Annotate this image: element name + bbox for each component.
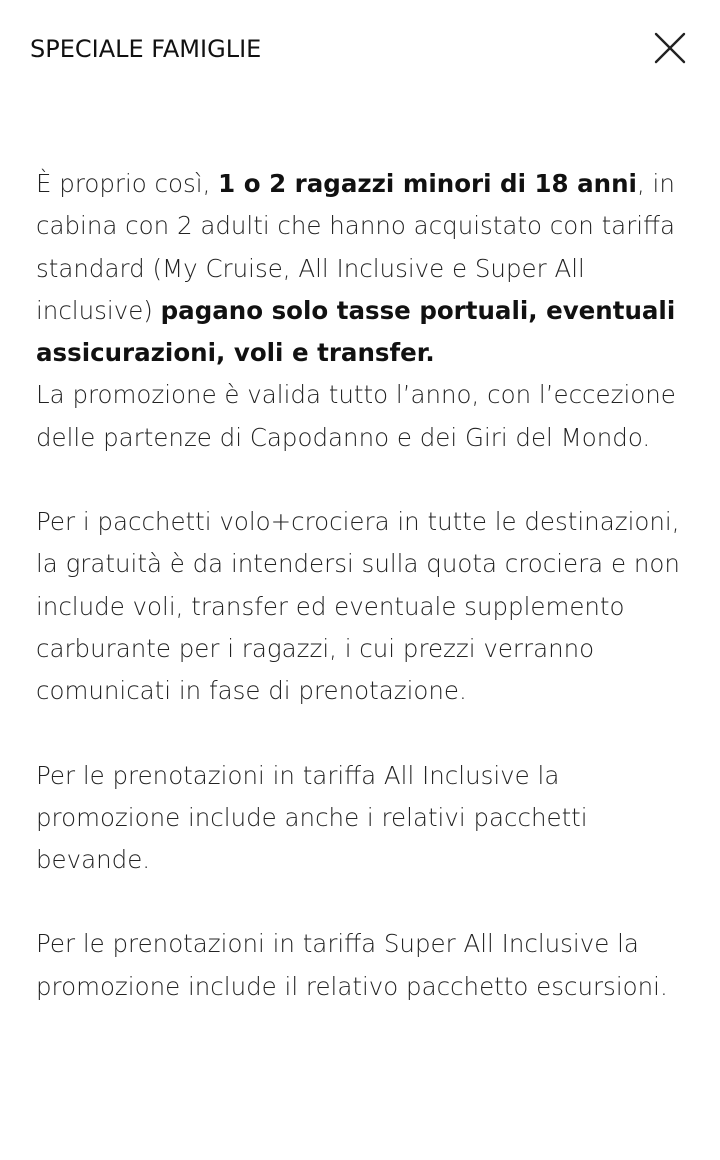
intro-text-2: , in cabina con 2 adulti che hanno acquistato con tariffa standard (My Cruise, All Inclusive e Super All inclusive): [36, 169, 675, 325]
paragraph-all-inclusive: Per le prenotazioni in tariffa All Inclusive la promozione include anche i relativi pacchetti bevande.: [36, 760, 588, 875]
paragraph-intro: [36, 163, 696, 459]
close-button[interactable]: [650, 28, 690, 68]
intro-text-1: È proprio così,: [36, 169, 219, 198]
modal-body: [36, 163, 696, 1050]
close-icon: [650, 28, 690, 68]
intro-highlight-fees: pagano solo tasse portuali, eventuali assicurazioni, voli e transfer.: [36, 295, 676, 368]
paragraph-flight-cruise: Per i pacchetti volo+crociera in tutte le destinazioni, la gratuità è da intendersi sulla quota crociera e non include voli, transfer ed eventuale supplemento carburante per i ragazzi, i cui prezzi verranno comunicati in fase di prenotazione.: [36, 507, 680, 706]
paragraph-super-all-inclusive: Per le prenotazioni in tariffa Super All Inclusive la promozione include il relativo pacchetto escursioni.: [36, 929, 668, 1001]
modal-header: [0, 0, 720, 100]
modal-title: SPECIALE FAMIGLIE: [30, 35, 262, 63]
intro-text-validity: La promozione è valida tutto l’anno, con l’eccezione delle partenze di Capodanno e dei Giri del Mondo.: [36, 380, 676, 452]
intro-highlight-minors: 1 o 2 ragazzi minori di 18 anni: [218, 169, 637, 198]
